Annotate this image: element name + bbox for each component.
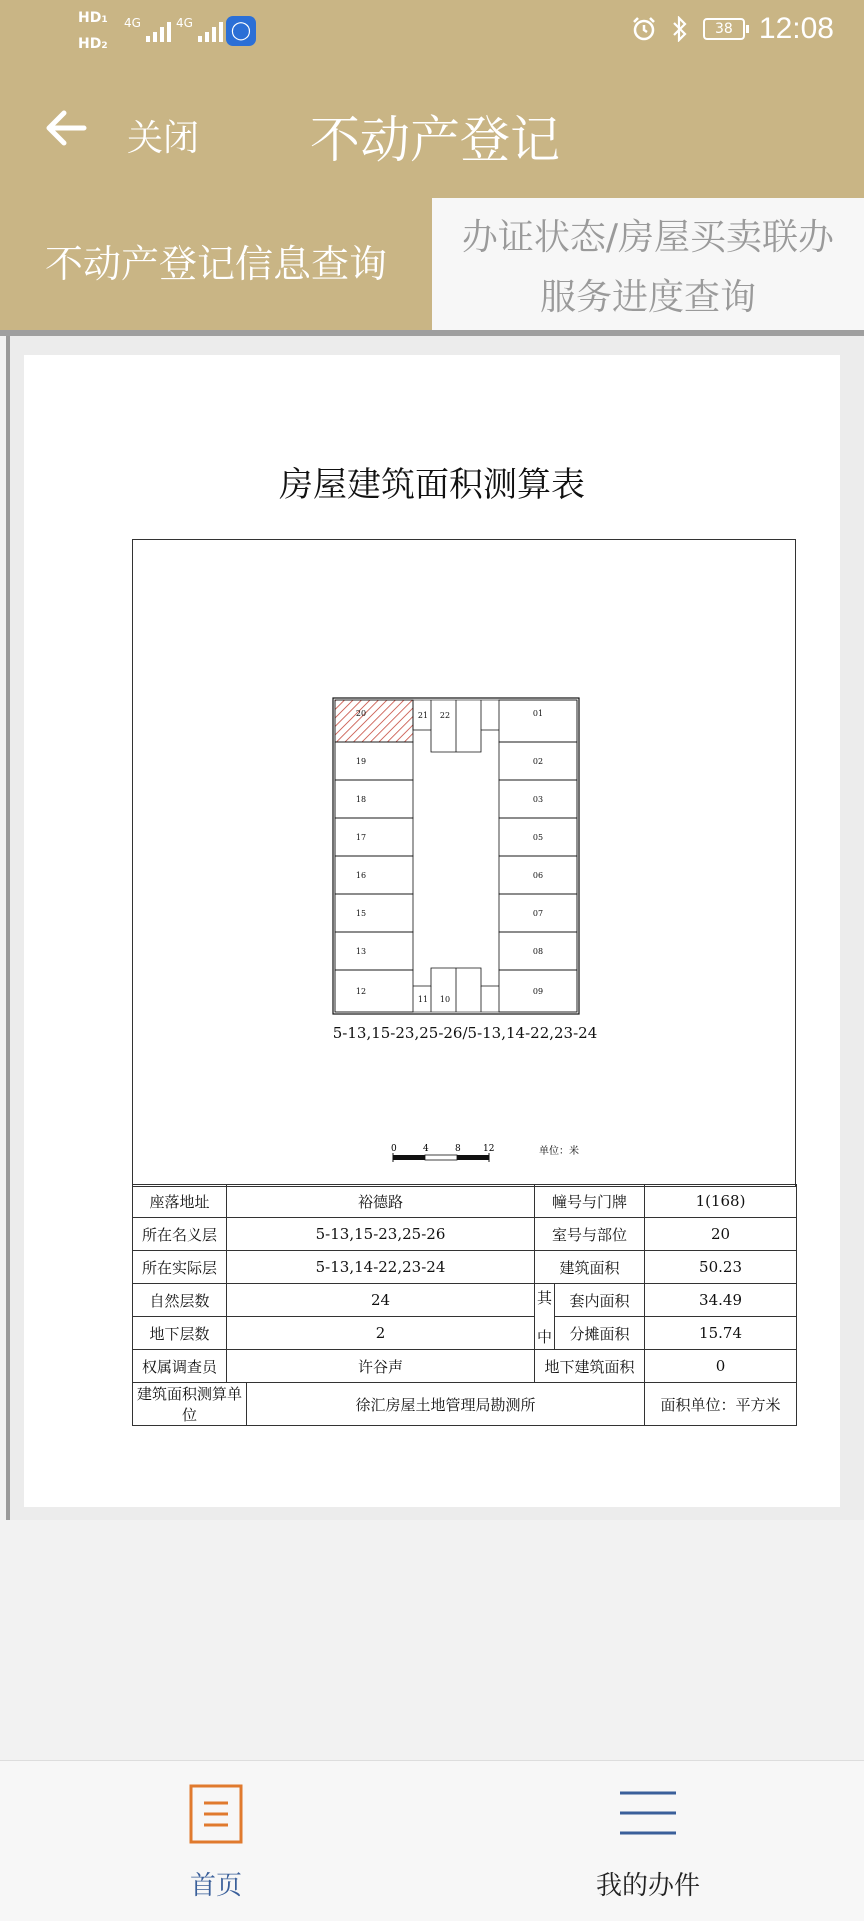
building-label: 幢号与门牌 (535, 1185, 645, 1218)
unit-label-16: 16 (355, 871, 367, 880)
unit-label-21: 21 (417, 711, 429, 720)
location-value: 裕德路 (227, 1185, 535, 1218)
unit-label-07: 07 (532, 909, 544, 918)
signal-icon: 4G (124, 16, 171, 42)
shared-area-label: 分摊面积 (555, 1317, 645, 1350)
unit-label-08: 08 (532, 947, 544, 956)
inner-area-label: 套内面积 (555, 1284, 645, 1317)
unit-label-15: 15 (355, 909, 367, 918)
tab-progress-line2: 服务进度查询 (539, 277, 756, 318)
scale-tick-0: 0 (391, 1144, 397, 1154)
unit-label-12: 12 (355, 987, 367, 996)
nav-home[interactable] (66, 1761, 366, 1921)
area-label: 建筑面积 (535, 1251, 645, 1284)
floor-plan-frame (132, 539, 796, 1187)
clock: 12:08 (758, 12, 834, 45)
basement-floors-value: 2 (227, 1317, 535, 1350)
shared-area-value: 15.74 (645, 1317, 797, 1350)
room-label: 室号与部位 (535, 1218, 645, 1251)
close-button[interactable]: 关闭 (127, 118, 200, 159)
unit-label-13: 13 (355, 947, 367, 956)
menu-list-icon (618, 1789, 678, 1837)
bottom-nav (0, 1760, 864, 1921)
nav-home-label: 首页 (189, 1871, 242, 1901)
floor-plan (331, 696, 581, 1016)
tab-registration-query[interactable]: 不动产登记信息查询 (0, 198, 432, 330)
nav-bar (0, 64, 864, 198)
unit-label-17: 17 (355, 833, 367, 842)
actual-floor-label: 所在实际层 (133, 1251, 227, 1284)
nav-my-cases[interactable] (498, 1761, 798, 1921)
tab-bar (0, 198, 864, 330)
tab-progress-line1: 办证状态/房屋买卖联办 (461, 217, 835, 258)
hd1-indicator: HD1 (78, 10, 108, 26)
unit-label-10: 10 (439, 995, 451, 1004)
actual-floor-value: 5-13,14-22,23-24 (227, 1251, 535, 1284)
location-label: 座落地址 (133, 1185, 227, 1218)
unit-label-05: 05 (532, 833, 544, 842)
unit-label-02: 02 (532, 757, 544, 766)
table-row (133, 1251, 797, 1284)
alarm-icon (631, 16, 657, 42)
survey-unit-label: 建筑面积测算单位 (133, 1383, 247, 1426)
table-row (133, 1383, 797, 1426)
tab-progress-query[interactable] (432, 198, 864, 330)
unit-label-03: 03 (532, 795, 544, 804)
basement-area-label: 地下建筑面积 (535, 1350, 645, 1383)
signal-icon-2: 4G (176, 16, 223, 42)
unit-label-18: 18 (355, 795, 367, 804)
building-value: 1(168) (645, 1185, 797, 1218)
scale-tick-4: 4 (423, 1144, 429, 1154)
battery-icon: 38 (703, 18, 745, 40)
hd2-indicator: HD2 (78, 36, 108, 52)
of-which-label: 其 中 (535, 1284, 555, 1350)
app-notification-icon: ◯ (226, 16, 256, 46)
unit-20-highlight (335, 700, 413, 742)
natural-floors-value: 24 (227, 1284, 535, 1317)
unit-label-19: 19 (355, 757, 367, 766)
surveyor-value: 许谷声 (227, 1350, 535, 1383)
unit-label-01: 01 (532, 709, 544, 718)
nominal-floor-label: 所在名义层 (133, 1218, 227, 1251)
scale-tick-8: 8 (455, 1144, 461, 1154)
unit-label-09: 09 (532, 987, 544, 996)
nominal-floor-value: 5-13,15-23,25-26 (227, 1218, 535, 1251)
natural-floors-label: 自然层数 (133, 1284, 227, 1317)
scale-unit-label: 单位：米 (539, 1146, 579, 1157)
unit-label-20: 20 (355, 709, 367, 718)
bluetooth-icon (671, 16, 689, 42)
scale-tick-12: 12 (483, 1144, 495, 1154)
unit-label-06: 06 (532, 871, 544, 880)
app-header (0, 0, 864, 198)
area-value: 50.23 (645, 1251, 797, 1284)
table-row (133, 1284, 797, 1317)
surveyor-label: 权属调查员 (133, 1350, 227, 1383)
back-arrow-icon[interactable] (44, 106, 88, 150)
basement-floors-label: 地下层数 (133, 1317, 227, 1350)
floor-plan-caption: 5-13,15-23,25-26/5-13,14-22,23-24 (332, 1024, 598, 1042)
home-document-icon (188, 1783, 244, 1845)
page-title: 不动产登记 (310, 111, 560, 169)
inner-area-value: 34.49 (645, 1284, 797, 1317)
table-row (133, 1317, 797, 1350)
unit-label-22: 22 (439, 711, 451, 720)
area-info-table (132, 1184, 797, 1426)
basement-area-value: 0 (645, 1350, 797, 1383)
table-row (133, 1350, 797, 1383)
survey-document (24, 355, 840, 1507)
unit-label-11: 11 (417, 995, 429, 1004)
status-bar (0, 0, 864, 64)
table-row (133, 1185, 797, 1218)
room-value: 20 (645, 1218, 797, 1251)
area-unit-note: 面积单位：平方米 (645, 1383, 797, 1426)
document-title: 房屋建筑面积测算表 (279, 465, 585, 505)
survey-unit-value: 徐汇房屋土地管理局勘测所 (247, 1383, 645, 1426)
table-row (133, 1218, 797, 1251)
nav-my-cases-label: 我的办件 (595, 1871, 700, 1901)
